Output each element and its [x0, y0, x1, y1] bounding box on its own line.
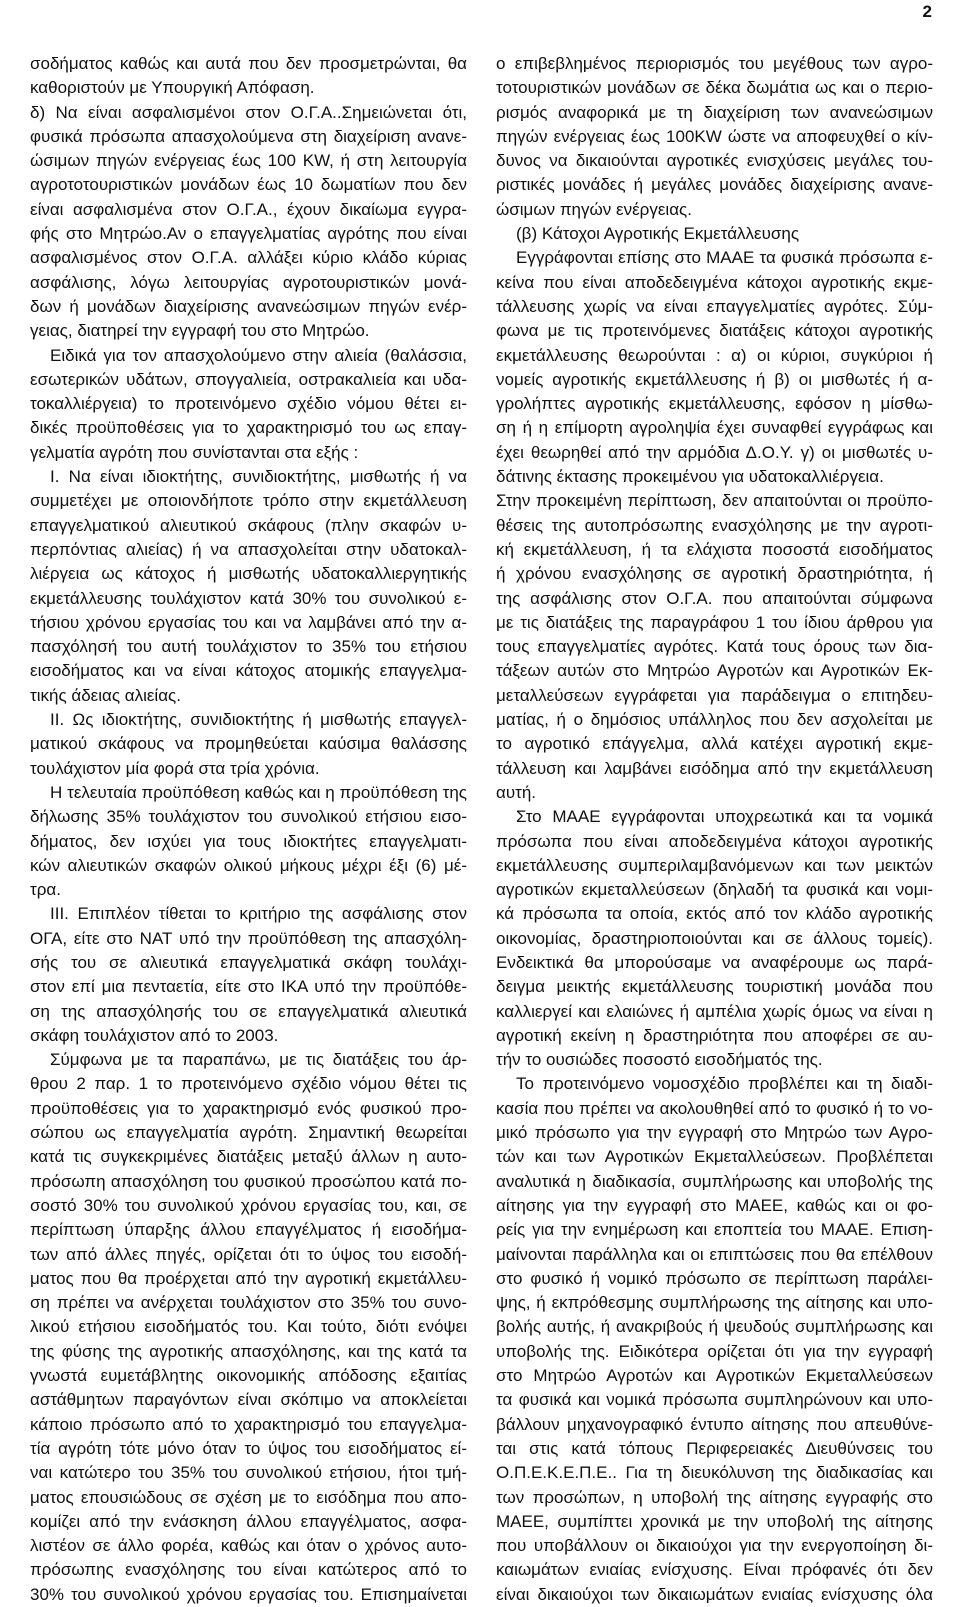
left-column-text-line: ΙΙ. Ως ιδιοκτήτης, συνιδιοκτήτης ή μισθωτής επαγγελ-: [50, 710, 467, 730]
left-column-text-line: φής στο Μητρώο.Αν ο επαγγελματίας αγρότης που είναι: [30, 224, 467, 244]
right-column-text-line: Το προτεινόμενο νομοσχέδιο προβλέπει και τη διαδι-: [516, 1074, 933, 1094]
left-column-text-line: ματικού σκάφους να προμηθεύεται καύσιμα θαλάσσης: [30, 734, 467, 754]
right-column-text-line: βολής αυτής, ή ανακριβούς ή ψευδούς συμπλήρωσης και: [496, 1317, 933, 1337]
right-column-text-line: (β) Κάτοχοι Αγροτικής Εκμετάλλευσης: [516, 224, 800, 244]
right-column-text-line: καλλιεργεί και ελαιώνες ή αμπέλια χωρίς όμως να είναι η: [496, 1001, 933, 1021]
right-column-text-line: οικονομίας, δραστηριοποιούνται και σε άλλους τομείς).: [496, 928, 933, 948]
right-column-text-line: της ασφάλισης στον Ο.Γ.Α. που απαιτούνται σύμφωνα: [496, 588, 933, 608]
left-column-text-line: σκάφη τουλάχιστον από το 2003.: [30, 1025, 279, 1045]
left-column-text-line: εκμετάλλευσης τουλάχιστον κατά 30% του συνολικού ε-: [30, 588, 467, 608]
left-column-text-line: ματος επουσιώδους σε σχέση με το εισόδημα που απο-: [30, 1487, 467, 1507]
left-column-text-line: δήματος, δεν ισχύει για τους ιδιοκτήτες επαγγελματι-: [30, 831, 467, 851]
right-column-text-line: ο επιβεβλημένος περιορισμός του μεγέθους των αγρο-: [496, 54, 933, 73]
right-column-text-line: είναι δικαιούχοι των δικαιωμάτων ενιαίας ενίσχυσης όλα: [496, 1584, 933, 1604]
right-column-text-line: ρισμός αναφορικά με τη διαχείριση των ανανεώσιμων: [496, 102, 933, 122]
right-column-text-line: εκμετάλλευσης συμπεριλαμβανόμενων και των μεικτών: [496, 855, 933, 875]
left-column-text-line: ΙΙΙ. Επιπλέον τίθεται το κριτήριο της ασφάλισης στον: [50, 904, 467, 924]
right-column-text-line: αγροτικών εκμεταλλεύσεων (δηλαδή τα φυσικά και νομι-: [496, 880, 933, 900]
right-column-text-line: που υποβάλλουν οι δικαιούχοι για την ενεργοποίηση δι-: [496, 1536, 933, 1556]
right-column-text-line: αίτησης για την εγγραφή στο ΜΑΕΕ, καθώς και οι φο-: [496, 1195, 933, 1215]
right-column-text-line: νομείς αγροτικής εκμετάλλευσης ή β) οι μισθωτές ή α-: [496, 369, 933, 389]
right-column-text-line: ται στις κατά τόπους Περιφερειακές Διευθύνσεις του: [496, 1438, 933, 1458]
left-column-text-line: τικής άδειας αλιείας.: [30, 685, 181, 705]
right-column-text-line: των προσώπων, η υποβολή της αίτησης εγγραφής στο: [496, 1487, 933, 1507]
left-column-text-line: αστάθμητων παραγόντων είναι σκόπιμο να αποκλείεται: [30, 1390, 467, 1410]
left-column-text-line: ση πρέπει να ανέρχεται τουλάχιστον στο 35% του συνο-: [30, 1293, 467, 1313]
page-number: 2: [922, 2, 932, 21]
left-column-text-line: γνωστά ευμετάβλητης οικονομικής απόδοσης εξαιτίας: [30, 1366, 467, 1386]
left-column-text-line: περίπτωση ύπαρξης άλλου επαγγέλματος ή εισοδήμα-: [30, 1220, 467, 1240]
right-column-text-line: βάλλουν μηχανογραφικό έντυπο αίτησης που απευθύνε-: [496, 1414, 933, 1434]
right-column-text-line: τοτουριστικών μονάδων σε δέκα δωμάτια ως και ο περιο-: [496, 78, 933, 98]
left-column-text-line: ναι κατώτερο του 35% του συνολικού ετήσιου, ήτοι τμή-: [30, 1463, 467, 1483]
right-column-text-line: ψης, ή εκπρόθεσμης συμπλήρωσης της αίτησης και υπο-: [496, 1293, 933, 1313]
right-column-text-line: Ο.Π.Ε.Κ.Ε.Π.Ε.. Για τη διευκόλυνση της διαδικασίας και: [496, 1463, 933, 1483]
right-column-text-line: φωνα με τις προτεινόμενες διατάξεις κάτοχοι αγροτικής: [496, 321, 933, 341]
left-column-text-line: δων ή μονάδων διαχείρισης ανανεώσιμων πηγών ενέρ-: [30, 296, 467, 316]
left-column-text-line: επαγγελματικού αλιευτικού σκάφους (πλην σκαφών υ-: [30, 515, 467, 535]
left-column-text-line: Ι. Να είναι ιδιοκτήτης, συνιδιοκτήτης, μισθωτής ή να: [50, 467, 467, 487]
right-column-text-line: εκμετάλλευσης θεωρούνται : α) οι κύριοι, συγκύριοι ή: [496, 345, 933, 365]
left-column-text-line: τία αγρότη τότε μόνο όταν το ύψος του εισοδήματος εί-: [30, 1438, 467, 1458]
right-column-text-line: υποβολής της. Ειδικότερα ορίζεται ότι για την εγγραφή: [496, 1341, 933, 1361]
left-column-text-line: κομίζει από την ενάσκηση άλλου επαγγέλματος, ασφα-: [30, 1511, 467, 1531]
right-column-text-line: ματίας, ή ο δημόσιος υπάλληλος που δεν ασχολείται με: [496, 710, 933, 730]
right-column-text-line: τάλλευση και λαμβάνει εισόδημα από την εκμετάλλευση: [496, 758, 933, 778]
right-column-text-line: μαίνονται παράλληλα και οι επιπτώσεις που θα επέλθουν: [496, 1244, 933, 1264]
left-text-column: [30, 52, 467, 1607]
right-column-text-line: αναλυτικά η διαδικασία, συμπλήρωσης και υποβολής της: [496, 1171, 933, 1191]
left-column-text-line: είναι ασφαλισμένα στον Ο.Γ.Α., έχουν δικαίωμα εγγρα-: [30, 199, 467, 219]
left-column-text-line: θρου 2 παρ. 1 το προτεινόμενο σχέδιο νόμου θέτει τις: [30, 1074, 467, 1094]
left-column-text-line: πασχόλησή του αυτή τουλάχιστον το 35% του ετήσιου: [30, 637, 467, 657]
left-column-text-line: καθοριστούν με Υπουργική Απόφαση.: [30, 78, 315, 98]
left-column-text-line: φυσικά πρόσωπα απασχολούμενα στη διαχείριση ανανε-: [30, 126, 467, 146]
left-column-text-line: της φύσης της αγροτικής απασχόλησης, και της κατά τα: [30, 1341, 467, 1361]
left-column-text-line: ασφάλισης, λόγω λειτουργίας αγροτουριστικών μονά-: [30, 272, 467, 292]
left-column-text-line: δήλωσης 35% τουλάχιστον του συνολικού ετήσιου εισο-: [30, 807, 467, 827]
right-column-text-line: Στην προκειμένη περίπτωση, δεν απαιτούνται οι προϋπο-: [496, 491, 933, 511]
right-column-text-line: αυτή.: [496, 782, 537, 802]
left-column-text-line: εισοδήματος και να είναι κάτοχος ατομικής επαγγελμα-: [30, 661, 467, 681]
left-column-text-line: τήσιου χρόνου εργασίας του και να λαμβάνει από την α-: [30, 612, 467, 632]
right-column-text-line: ση ή η επίμορτη αγροληψία έχει συναφθεί εγγράφως και: [496, 418, 933, 438]
right-column-text-line: καιωμάτων ενιαίας ενίσχυσης. Είναι πρόφανές ότι δεν: [496, 1560, 933, 1580]
left-column-text-line: γελματία αγρότη που συνίστανται στα εξής :: [30, 442, 359, 462]
left-column-text-line: συμμετέχει με οποιονδήποτε τρόπο στην εκμετάλλευση: [30, 491, 467, 511]
left-column-text-line: Ειδικά για τον απασχολούμενο στην αλιεία (θαλάσσια,: [50, 345, 467, 365]
left-column-text-line: δ) Να είναι ασφαλισμένοι στον Ο.Γ.Α..Σημειώνεται ότι,: [30, 102, 467, 122]
left-column-text-line: προϋποθέσεις για το χαρακτηρισμό ενός φυσικού προ-: [30, 1098, 467, 1118]
left-column-text-line: σώπου ως επαγγελματία αγρότη. Σημαντική θεωρείται: [30, 1123, 467, 1143]
left-column-text-line: ση της απασχόλησής του σε επαγγελματικά αλιευτικά: [30, 1001, 467, 1021]
left-column-text-line: λικού ετήσιου εισοδήματός του. Και τούτο, διότι ενόψει: [30, 1317, 467, 1337]
right-column-text-line: τα φυσικά και νομικά πρόσωπα συμπληρώνουν και υπο-: [496, 1390, 933, 1410]
right-column-text-line: μικό πρόσωπο για την εγγραφή στο Μητρώο των Αγρο-: [496, 1123, 933, 1143]
left-column-text-line: ώσιμων πηγών ενέργειας έως 100 KW, ή στη λειτουργία: [30, 151, 467, 171]
right-column-text-line: τάξεων αυτών στο Μητρώο Αγροτών και Αγροτικών Εκ-: [496, 661, 933, 681]
right-column-text-line: δυνος να δικαιούνται αγροτικές ενισχύσεις μεγάλες του-: [496, 151, 933, 171]
right-column-text-line: κασία που πρέπει να ακολουθηθεί από το φυσικό ή το νο-: [496, 1098, 933, 1118]
right-column-text-line: δάτινης έκτασης προκειμένου για υδατοκαλλιέργεια.: [496, 467, 884, 487]
right-column-text-line: ρείς για την ενημέρωση και εποπτεία του ΜΑΑΕ. Επιση-: [496, 1220, 933, 1240]
left-column-text-line: λιέργεια ως κάτοχος ή μισθωτής υδατοκαλλιεργητικής: [30, 564, 467, 584]
left-column-text-line: κάποιο πρόσωπο από το χαρακτηρισμό του επαγγελμα-: [30, 1414, 467, 1434]
right-column-text-line: με τις διατάξεις της παραγράφου 1 του ίδιου άρθρου για: [496, 612, 933, 632]
left-column-text-line: λιστέον σε άλλο φορέα, καθώς και όταν ο χρόνος αυτο-: [30, 1536, 467, 1556]
right-column-text-line: δειγμα μεικτής εκμετάλλευσης τουριστική μονάδα που: [496, 977, 933, 997]
right-column-text-line: τάλλευσης χωρίς να είναι επαγγελματίες αγρότες. Σύμ-: [496, 296, 933, 316]
left-column-text-line: σής του σε αλιευτικά επαγγελματικά σκάφη τουλάχι-: [30, 952, 467, 972]
left-column-text-line: τουλάχιστον μία φορά στα τρία χρόνια.: [30, 758, 320, 778]
left-column-text-line: πρόσωπης ενασχόλησης του είναι κατώτερος από το: [30, 1560, 467, 1580]
left-column-text-line: κών αλιευτικών σκαφών ολικού μήκους μέχρι έξι (6) μέ-: [30, 855, 467, 875]
right-column-text-line: κείνα που είναι αποδεδειγμένα κάτοχοι αγροτικής εκμε-: [496, 272, 933, 292]
left-column-text-line: σοστό 30% του συνολικού χρόνου εργασίας του, και, σε: [30, 1195, 467, 1215]
left-column-text-line: τοκαλλιέργεια) το προτεινόμενο σχέδιο νόμου θέτει ει-: [30, 394, 467, 414]
right-column-text-line: ριστικές μονάδες ή μεγάλες μονάδες διαχείρισης ανανε-: [496, 175, 933, 195]
left-column-text-line: σοδήματος καθώς και αυτά που δεν προσμετρώνται, θα: [30, 54, 467, 73]
right-column-text-line: τήν το ουσιώδες ποσοστό εισοδήματός της.: [496, 1050, 823, 1070]
right-column-text-line: γρολήπτες αγροτικής εκμετάλλευσης, εφόσον η μίσθω-: [496, 394, 933, 414]
right-column-text-line: πρόσωπα που είναι αποδεδειγμένα κάτοχοι αγροτικής: [496, 831, 933, 851]
left-column-text-line: στον επί μια πενταετία, είτε στο ΙΚΑ υπό την προϋπόθε-: [30, 977, 467, 997]
left-column-text-line: 30% του συνολικού χρόνου εργασίας του. Επισημαίνεται: [30, 1584, 467, 1604]
left-column-text-line: εσωτερικών υδάτων, σπογγαλιεία, οστρακαλιεία και υδα-: [30, 369, 467, 389]
right-column-text-line: Εγγράφονται επίσης στο ΜΑΑΕ τα φυσικά πρόσωπα ε-: [516, 248, 933, 268]
right-column-text-line: τους επαγγελματίες αγρότες. Κατά τους όρους των δια-: [496, 637, 933, 657]
right-column-text-line: μεταλλεύσεων εγγράφεται για παράδειγμα ο επιτηδευ-: [496, 685, 933, 705]
left-column-text-line: ματος που θα προέρχεται από την αγροτική εκμετάλλευ-: [30, 1268, 467, 1288]
right-column-text-line: κά πρόσωπα τα οποία, εκτός από τον κλάδο αγροτικής: [496, 904, 933, 924]
right-column-text-line: το αγροτικό επάγγελμα, αλλά κατέχει αγροτική εκμε-: [496, 734, 933, 754]
left-column-text-line: Σύμφωνα με τα παραπάνω, με τις διατάξεις του άρ-: [50, 1050, 467, 1070]
left-column-text-line: κατά τις συγκεκριμένες διατάξεις μεταξύ άλλων η αυτο-: [30, 1147, 467, 1167]
right-column-text-line: στο φυσικό ή νομικό πρόσωπο σε περίπτωση παράλει-: [496, 1268, 933, 1288]
right-column-text-line: αγροτική εκείνη η δραστηριότητα που αποφέρει σε αυ-: [496, 1025, 933, 1045]
right-column-text-line: θέσεις της αυτοπρόσωπης ενασχόλησης με την αγροτι-: [496, 515, 933, 535]
left-column-text-line: περπόντιας αλιείας) ή να απασχολείται στην υδατοκαλ-: [30, 539, 467, 559]
right-column-text-line: ώσιμων πηγών ενέργειας.: [496, 199, 692, 219]
left-column-text-line: γειας, διατηρεί την εγγραφή του στο Μητρώο.: [30, 321, 370, 341]
right-column-text-line: Στο ΜΑΑΕ εγγράφονται υποχρεωτικά και τα νομικά: [516, 807, 933, 827]
right-column-text-line: έχει θεωρηθεί από την αρμόδια Δ.Ο.Υ. γ) οι μισθωτές υ-: [496, 442, 933, 462]
left-column-text-line: των από άλλες πηγές, ορίζεται ότι το ύψος του εισοδή-: [30, 1244, 467, 1264]
right-text-column: [496, 52, 933, 1607]
right-column-text-line: Ενδεικτικά θα μπορούσαμε να αναφέρουμε ως παρά-: [496, 952, 933, 972]
left-column-text-line: πρόσωπη απασχόληση του φυσικού προσώπου κατά πο-: [30, 1171, 467, 1191]
left-column-text-line: ΟΓΑ, είτε στο ΝΑΤ υπό την προϋπόθεση της απασχόλη-: [30, 928, 467, 948]
right-column-text-line: ή χρόνου ενασχόλησης σε αγροτική δραστηριότητα, ή: [496, 564, 933, 584]
right-column-text-line: κή εκμετάλλευση, ή τα ελάχιστα ποσοστά εισοδήματος: [496, 539, 933, 559]
left-column-text-line: τρα.: [30, 880, 61, 900]
left-column-text-line: αγροτοτουριστικών μονάδων έως 10 δωματίων που δεν: [30, 175, 467, 195]
right-column-text-line: πηγών ενέργειας έως 100KW ώστε να αποφευχθεί ο κίν-: [496, 126, 933, 146]
left-column-text-line: Η τελευταία προϋπόθεση καθώς και η προϋπόθεση της: [50, 782, 467, 802]
right-column-text-line: ΜΑΕΕ, συμπίπτει χρονικά με την υποβολή της αίτησης: [496, 1511, 933, 1531]
right-column-text-line: στο Μητρώο Αγροτών και Αγροτικών Εκμεταλλεύσεων: [496, 1366, 933, 1386]
left-column-text-line: δικές προϋποθέσεις για το χαρακτηρισμό του ως επαγ-: [30, 418, 467, 438]
left-column-text-line: ασφαλισμένος στον Ο.Γ.Α. αλλάξει κύριο κλάδο κύριας: [30, 248, 467, 268]
right-column-text-line: τών και των Αγροτικών Εκμεταλλεύσεων. Προβλέπεται: [496, 1147, 933, 1167]
